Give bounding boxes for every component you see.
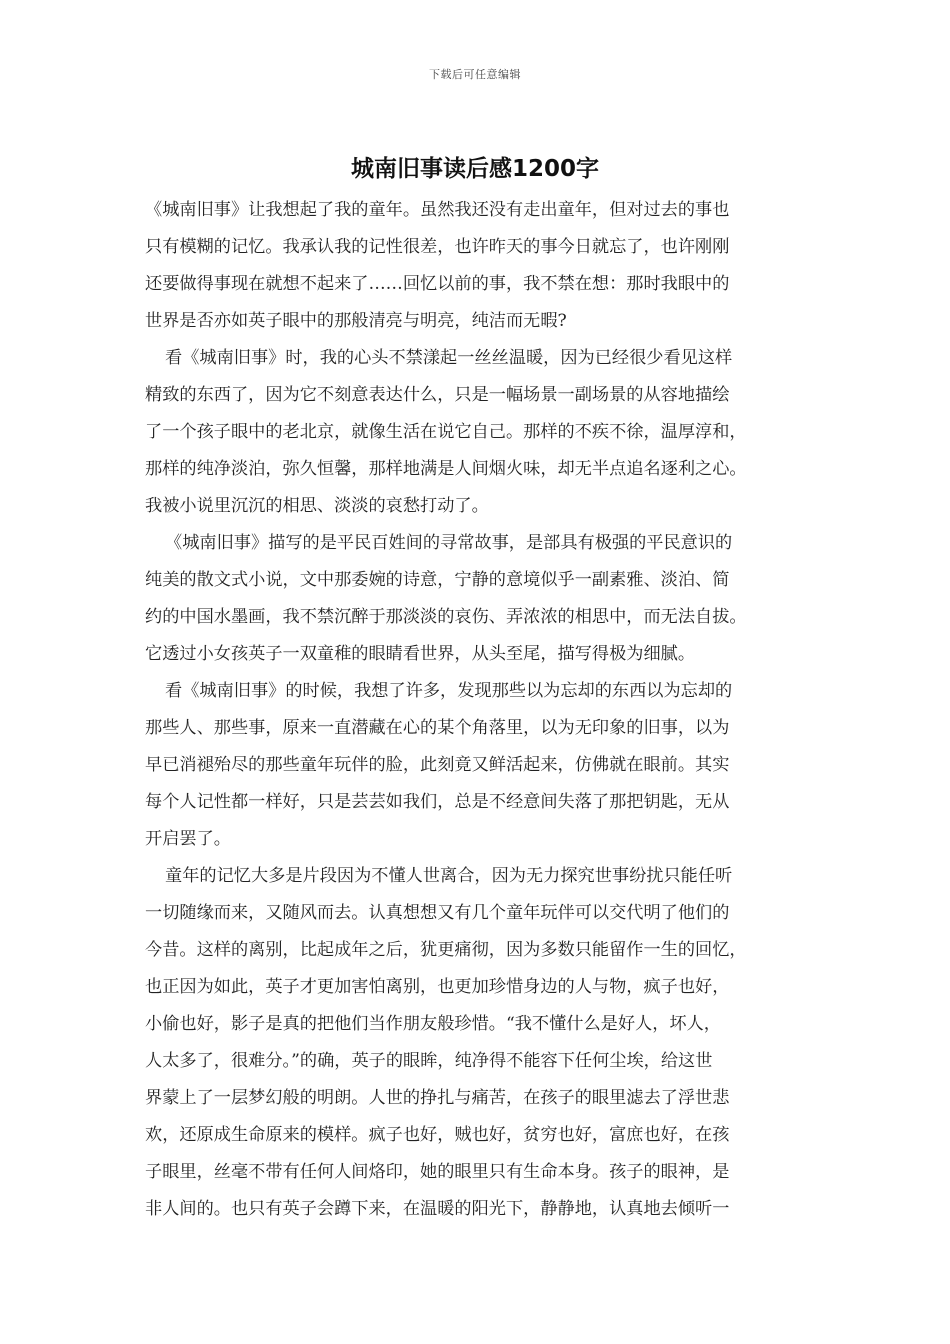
body-line: 看《城南旧事》时，我的心头不禁漾起一丝丝温暖，因为已经很少看见这样 xyxy=(165,348,733,368)
body-line: 那样的纯净淡泊，弥久恒馨，那样地满是人间烟火味，却无半点追名逐利之心。 xyxy=(145,459,747,479)
body-line: 看《城南旧事》的时候，我想了许多，发现那些以为忘却的东西以为忘却的 xyxy=(165,681,733,701)
document-body xyxy=(145,192,825,1228)
header-note: 下载后可任意编辑 xyxy=(429,68,521,81)
body-line: 每个人记性都一样好，只是芸芸如我们，总是不经意间失落了那把钥匙，无从 xyxy=(145,792,730,812)
body-line: 它透过小女孩英子一双童稚的眼睛看世界，从头至尾，描写得极为细腻。 xyxy=(145,644,696,664)
document-title: 城南旧事读后感1200字 xyxy=(350,156,599,182)
body-line: 世界是否亦如英子眼中的那般清亮与明亮，纯洁而无暇? xyxy=(145,311,567,331)
body-line: 《城南旧事》描写的是平民百姓间的寻常故事，是部具有极强的平民意识的 xyxy=(165,533,733,553)
body-line: 约的中国水墨画，我不禁沉醉于那淡淡的哀伤、弄浓浓的相思中，而无法自拔。 xyxy=(145,607,747,627)
body-line: 纯美的散文式小说，文中那委婉的诗意，宁静的意境似乎一副素雅、淡泊、简 xyxy=(145,570,730,590)
body-line: 一切随缘而来，又随风而去。认真想想又有几个童年玩伴可以交代明了他们的 xyxy=(145,903,730,923)
body-line: 人太多了，很难分。”的确，英子的眼眸，纯净得不能容下任何尘埃，给这世 xyxy=(145,1051,713,1071)
body-line: 我被小说里沉沉的相思、淡淡的哀愁打动了。 xyxy=(145,496,489,516)
body-line: 小偷也好，影子是真的把他们当作朋友般珍惜。“我不懂什么是好人，坏人， xyxy=(145,1014,721,1034)
body-line: 界蒙上了一层梦幻般的明朗。人世的挣扎与痛苦，在孩子的眼里滤去了浮世悲 xyxy=(145,1088,730,1108)
body-line: 那些人、那些事，原来一直潜藏在心的某个角落里，以为无印象的旧事，以为 xyxy=(145,718,730,738)
body-line: 也正因为如此，英子才更加害怕离别，也更加珍惜身边的人与物，疯子也好， xyxy=(145,977,730,997)
body-line: 童年的记忆大多是片段因为不懂人世离合，因为无力探究世事纷扰只能任听 xyxy=(165,866,733,886)
body-line: 子眼里，丝毫不带有任何人间烙印，她的眼里只有生命本身。孩子的眼神，是 xyxy=(145,1162,730,1182)
body-line: 了一个孩子眼中的老北京，就像生活在说它自己。那样的不疾不徐，温厚淳和， xyxy=(145,422,747,442)
body-line: 精致的东西了，因为它不刻意表达什么，只是一幅场景一副场景的从容地描绘 xyxy=(145,385,730,405)
body-line: 欢，还原成生命原来的模样。疯子也好，贼也好，贫穷也好，富庶也好，在孩 xyxy=(145,1125,730,1145)
body-line: 开启罢了。 xyxy=(145,829,231,849)
body-line: 早已消褪殆尽的那些童年玩伴的脸，此刻竟又鲜活起来，仿佛就在眼前。其实 xyxy=(145,755,730,775)
body-line: 还要做得事现在就想不起来了……回忆以前的事，我不禁在想：那时我眼中的 xyxy=(145,274,730,294)
body-line: 今昔。这样的离别，比起成年之后，犹更痛彻，因为多数只能留作一生的回忆， xyxy=(145,940,747,960)
body-line: 只有模糊的记忆。我承认我的记性很差，也许昨天的事今日就忘了，也许刚刚 xyxy=(145,237,730,257)
body-line: 《城南旧事》让我想起了我的童年。虽然我还没有走出童年，但对过去的事也 xyxy=(145,200,730,220)
body-line: 非人间的。也只有英子会蹲下来，在温暖的阳光下，静静地，认真地去倾听一 xyxy=(145,1199,730,1219)
